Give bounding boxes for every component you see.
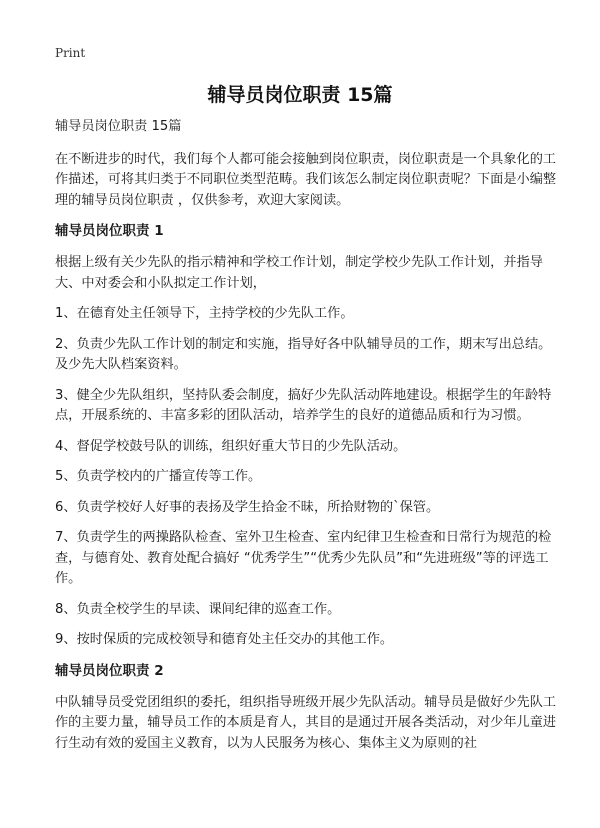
section-1-intro: 根据上级有关少先队的指示精神和学校工作计划，制定学校少先队工作计划，并指导大、中对委会和小队拟定工作计划， [55,255,543,291]
page-title: 辅导员岗位职责 15篇 [207,84,393,106]
duty-item: 2、负责少先队工作计划的制定和实施，指导好各中队辅导员的工作，期末写出总结。及少先大队档案资料。 [55,336,552,372]
duty-item: 7、负责学生的两操路队检查、室外卫生检查、室内纪律卫生检查和日常行为规范的检查，与德育处、教育处配合搞好 “优秀学生”“优秀少先队员”和“先进班级”等的评选工作。 [55,530,552,586]
duty-item: 8、负责全校学生的早读、课间纪律的巡查工作。 [55,601,341,617]
section-heading-2: 辅导员岗位职责 2 [55,662,164,679]
section-heading-1: 辅导员岗位职责 1 [55,223,164,239]
duty-item: 4、督促学校鼓号队的训练，组织好重大节日的少先队活动。 [55,438,407,454]
document-body [55,117,560,764]
duty-item: 5、负责学校内的广播宣传等工作。 [55,469,262,484]
print-label: Print [55,46,86,60]
section-2-body: 中队辅导员受党团组织的委托，组织指导班级开展少先队活动。辅导员是做好少先队工作的主要力量，辅导员工作的本质是育人，其目的是通过开展各类活动，对少年儿童进行生动有效的爱国主义教育，以为人民服务为核心、集体主义为原则的社 [55,694,557,751]
intro-paragraph: 在不断进步的时代，我们每个人都可能会接触到岗位职责，岗位职责是一个具象化的工作描述，可将其归类于不同职位类型范畴。我们该怎么制定岗位职责呢？下面是小编整理的辅导员岗位职责 ，仅供参考，欢迎大家阅读。 [55,151,557,208]
document-subtitle: 辅导员岗位职责 15篇 [55,119,182,134]
duty-item: 9、按时保质的完成校领导和德育处主任交办的其他工作。 [55,632,394,647]
duty-item: 6、负责学校好人好事的表扬及学生拾金不昧，所拾财物的`保管。 [55,499,440,515]
duty-item: 3、健全少先队组织，坚持队委会制度，搞好少先队活动阵地建设。根据学生的年龄特点，开展系统的、丰富多彩的团队活动，培养学生的良好的道德品质和行为习惯。 [55,387,552,423]
duty-item: 1、在德育处主任领导下，主持学校的少先队工作。 [55,306,354,321]
